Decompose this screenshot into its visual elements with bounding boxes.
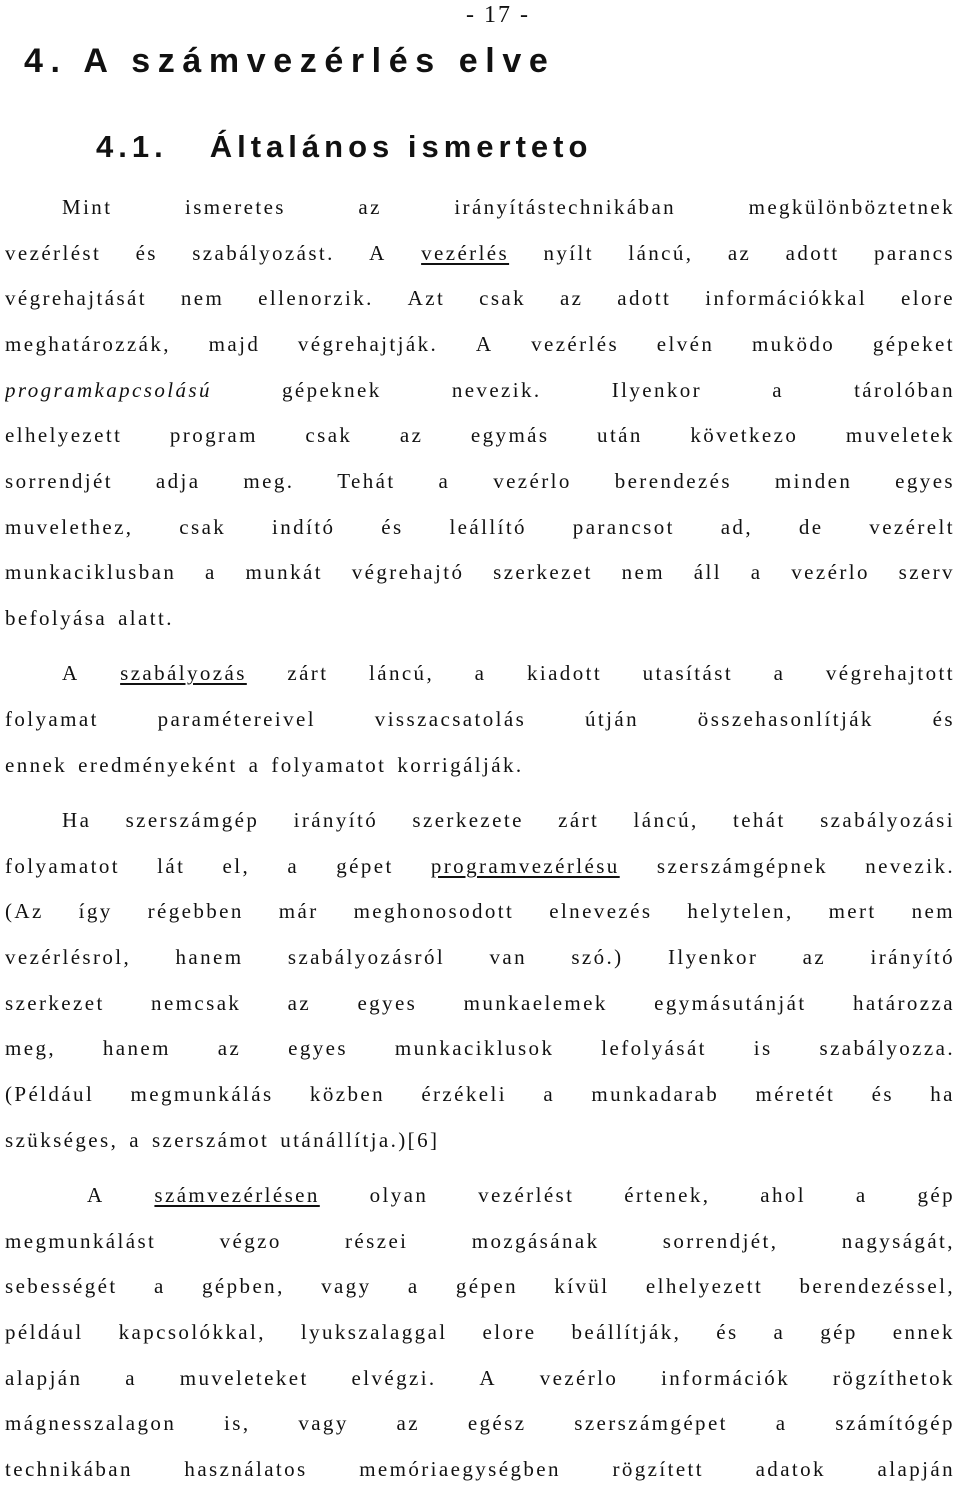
word: láncú,	[628, 241, 694, 265]
text-line	[62, 805, 955, 835]
word: az	[727, 241, 752, 265]
section-title: Általános ismerteto	[209, 129, 593, 164]
word: egész	[467, 1411, 527, 1435]
text-line	[5, 283, 955, 313]
word: elvégzi.	[351, 1366, 437, 1390]
text-line	[5, 1125, 955, 1155]
word: de	[798, 515, 824, 539]
word: befolyása	[5, 606, 108, 630]
word: szerszámgépet	[574, 1411, 728, 1435]
word: tehát	[732, 808, 786, 832]
word: végrehajtott	[825, 661, 955, 685]
word: szerkezet	[5, 991, 105, 1015]
word: következo	[690, 423, 799, 447]
word: vezérlo	[791, 560, 870, 584]
word: Azt	[407, 286, 446, 310]
word: a	[474, 661, 487, 685]
word: a	[543, 1082, 556, 1106]
word: szabályozás	[120, 661, 247, 685]
word: meg.	[243, 469, 295, 493]
word: szükséges,	[5, 1128, 119, 1152]
word: ahol	[760, 1183, 807, 1207]
word: visszacsatolás	[374, 707, 527, 731]
word: egyes	[288, 1036, 348, 1060]
word: szerkezete	[412, 808, 524, 832]
word: programkapcsolású	[5, 378, 212, 402]
word: a	[855, 1183, 868, 1207]
word: A	[62, 661, 80, 685]
text-line	[87, 1180, 955, 1210]
word: így	[78, 899, 113, 923]
word: elore	[482, 1320, 537, 1344]
word: kiadott	[526, 661, 603, 685]
word: adatok	[755, 1457, 826, 1481]
text-line	[5, 1271, 955, 1301]
word: és	[135, 241, 158, 265]
word: vezérlo	[539, 1366, 619, 1390]
page-number: - 17 -	[466, 2, 530, 28]
word: a	[129, 1128, 141, 1152]
word: hanem	[175, 945, 244, 969]
text-line	[5, 557, 955, 587]
word: végrehajtó	[351, 560, 465, 584]
word: (Az	[5, 899, 44, 923]
text-line	[5, 988, 955, 1018]
word: nevezik.	[451, 378, 542, 402]
word: zárt	[558, 808, 600, 832]
word: vezérelt	[869, 515, 955, 539]
word: adott	[785, 241, 840, 265]
word: egymásutánját	[654, 991, 807, 1015]
word: szerszámgépnek	[656, 854, 829, 878]
word: végrehajtják.	[297, 332, 439, 356]
word: szó.)	[571, 945, 624, 969]
word: nem	[180, 286, 225, 310]
text-line	[5, 1454, 955, 1484]
word: lyukszalaggal	[300, 1320, 448, 1344]
word: vezérlést	[478, 1183, 575, 1207]
word: A	[479, 1366, 497, 1390]
text-line	[62, 658, 955, 688]
section-number: 4.1.	[96, 129, 168, 164]
word: egyes	[895, 469, 955, 493]
word: Mint	[62, 195, 113, 219]
word: munkadarab	[591, 1082, 720, 1106]
word: hanem	[102, 1036, 171, 1060]
word: például	[5, 1320, 84, 1344]
word: részei	[345, 1229, 409, 1253]
word: gépet	[336, 854, 394, 878]
word: megkülönböztetnek	[748, 195, 955, 219]
word: kapcsolókkal,	[118, 1320, 266, 1344]
word: indító	[272, 515, 336, 539]
text-line	[5, 1363, 955, 1393]
word: szabályozásról	[287, 945, 446, 969]
text-line	[5, 704, 955, 734]
word: vezérlést	[5, 241, 102, 265]
word: munkaelemek	[463, 991, 608, 1015]
word: információk	[661, 1366, 791, 1390]
text-line	[5, 603, 955, 633]
chapter-heading: 4. A számvezérlés elve	[24, 42, 556, 80]
word: rögzíthetok	[832, 1366, 955, 1390]
text-line	[5, 1079, 955, 1109]
text-line	[62, 192, 955, 222]
word: ismeretes	[184, 195, 286, 219]
word: méretét	[755, 1082, 836, 1106]
word: érzékeli	[421, 1082, 507, 1106]
text-line	[5, 1033, 955, 1063]
word: beállítják,	[571, 1320, 682, 1344]
word: irányítástechnikában	[454, 195, 677, 219]
word: régebben	[147, 899, 244, 923]
word: leállító	[449, 515, 527, 539]
word: elore	[901, 286, 955, 310]
word: meghatározzák,	[5, 332, 171, 356]
text-line	[5, 420, 955, 450]
word: alapján	[5, 1366, 83, 1390]
word: programvezérlésu	[430, 854, 620, 878]
word: és	[932, 707, 955, 731]
word: az	[399, 423, 424, 447]
text-line	[5, 1408, 955, 1438]
word: elvén	[656, 332, 715, 356]
word: mágnesszalagon	[5, 1411, 177, 1435]
word: végzo	[219, 1229, 282, 1253]
word: a	[125, 1366, 137, 1390]
section-heading	[96, 129, 592, 165]
word: a	[772, 378, 784, 402]
word: berendezés	[614, 469, 732, 493]
word: el,	[222, 854, 251, 878]
word: a	[773, 661, 786, 685]
word: megmunkálást	[5, 1229, 157, 1253]
word: ennek	[892, 1320, 955, 1344]
word: az	[287, 991, 312, 1015]
word: lát	[157, 854, 186, 878]
word: rögzített	[612, 1457, 705, 1481]
word: muködo	[751, 332, 836, 356]
word: parancsot	[572, 515, 675, 539]
word: gépeket	[872, 332, 955, 356]
word: a	[205, 560, 217, 584]
word: nem	[621, 560, 665, 584]
word: számvezérlésen	[154, 1183, 320, 1207]
word: lefolyását	[601, 1036, 707, 1060]
word: és	[871, 1082, 894, 1106]
text-line	[5, 851, 955, 881]
word: az	[802, 945, 827, 969]
word: vezérlo	[493, 469, 572, 493]
word: az	[217, 1036, 242, 1060]
word: szerszámgép	[125, 808, 260, 832]
text-line	[5, 329, 955, 359]
text-line	[5, 512, 955, 542]
word: paramétereivel	[157, 707, 316, 731]
word: sebességét	[5, 1274, 118, 1298]
word: már	[278, 899, 319, 923]
text-line	[5, 466, 955, 496]
word: a	[287, 854, 300, 878]
word: szabályozási	[820, 808, 955, 832]
word: nemcsak	[151, 991, 242, 1015]
word: adja	[155, 469, 201, 493]
word: olyan	[369, 1183, 429, 1207]
word: az	[396, 1411, 420, 1435]
word: információkkal	[705, 286, 868, 310]
word: szerkezet	[493, 560, 593, 584]
word: nevezik.	[865, 854, 955, 878]
word: (Például	[5, 1082, 95, 1106]
text-line	[5, 1317, 955, 1347]
word: gép	[820, 1320, 858, 1344]
word: utánállítja.)[6]	[280, 1128, 440, 1152]
word: a	[773, 1320, 786, 1344]
word: áll	[693, 560, 722, 584]
word: minden	[774, 469, 853, 493]
word: parancs	[874, 241, 955, 265]
word: elhelyezett	[5, 423, 123, 447]
word: gépben,	[202, 1274, 285, 1298]
word: korrigálják.	[397, 753, 524, 777]
word: nyílt	[543, 241, 594, 265]
word: a	[750, 560, 763, 584]
word: van	[489, 945, 527, 969]
word: is	[753, 1036, 773, 1060]
word: helytelen,	[687, 899, 794, 923]
word: irányító	[293, 808, 379, 832]
word: után	[597, 423, 643, 447]
word: zárt	[287, 661, 329, 685]
word: ellenorzik.	[258, 286, 374, 310]
word: ad,	[720, 515, 753, 539]
word: útján	[585, 707, 639, 731]
word: gépeknek	[282, 378, 382, 402]
word: láncú,	[633, 808, 699, 832]
word: gép	[917, 1183, 955, 1207]
word: muvelethez,	[5, 515, 134, 539]
word: ha	[930, 1082, 955, 1106]
word: a	[438, 469, 451, 493]
word: elnevezés	[549, 899, 653, 923]
word: értenek,	[624, 1183, 711, 1207]
word: végrehajtását	[5, 286, 147, 310]
word: folyamat	[5, 707, 99, 731]
word: vezérlés	[531, 332, 620, 356]
word: elhelyezett	[645, 1274, 764, 1298]
word: egymás	[470, 423, 550, 447]
word: program	[169, 423, 258, 447]
word: nagyságát,	[841, 1229, 955, 1253]
word: az	[358, 195, 382, 219]
word: az	[559, 286, 584, 310]
word: adott	[617, 286, 672, 310]
word: vagy	[321, 1274, 372, 1298]
text-line	[5, 942, 955, 972]
text-line	[5, 1226, 955, 1256]
word: munkaciklusban	[5, 560, 177, 584]
word: meg,	[5, 1036, 57, 1060]
word: A	[475, 332, 494, 356]
word: sorrendjét	[5, 469, 113, 493]
text-line	[5, 238, 955, 268]
word: vezérlés	[421, 241, 510, 265]
word: szabályozza.	[819, 1036, 955, 1060]
word: folyamatot	[271, 753, 387, 777]
word: mozgásának	[471, 1229, 600, 1253]
word: eredményeként	[78, 753, 238, 777]
word: csak	[479, 286, 527, 310]
word: memóriaegységben	[359, 1457, 561, 1481]
word: vezérlésrol,	[5, 945, 132, 969]
word: majd	[208, 332, 261, 356]
word: a	[407, 1274, 420, 1298]
word: is,	[224, 1411, 251, 1435]
word: technikában	[5, 1457, 133, 1481]
word: munkaciklusok	[394, 1036, 555, 1060]
word: gépen	[455, 1274, 519, 1298]
text-line	[5, 375, 955, 405]
word: Ha	[62, 808, 92, 832]
word: és	[716, 1320, 739, 1344]
word: és	[381, 515, 404, 539]
word: utasítást	[642, 661, 734, 685]
word: A	[369, 241, 387, 265]
text-line	[5, 750, 955, 780]
word: láncú,	[368, 661, 435, 685]
word: folyamatot	[5, 854, 120, 878]
word: ennek	[5, 753, 68, 777]
text-line	[5, 896, 955, 926]
word: megmunkálás	[130, 1082, 274, 1106]
word: meghonosodott	[353, 899, 515, 923]
word: irányító	[870, 945, 955, 969]
word: Ilyenkor	[611, 378, 703, 402]
word: szabályozást.	[192, 241, 335, 265]
word: a	[248, 753, 261, 777]
word: Tehát	[337, 469, 396, 493]
word: berendezéssel,	[799, 1274, 955, 1298]
word: szerszámot	[151, 1128, 270, 1152]
word: összehasonlítják	[697, 707, 874, 731]
word: a	[153, 1274, 166, 1298]
word: muveleteket	[179, 1366, 309, 1390]
word: számítógép	[835, 1411, 955, 1435]
word: csak	[179, 515, 227, 539]
word: vagy	[298, 1411, 349, 1435]
word: közben	[309, 1082, 385, 1106]
word: muveletek	[845, 423, 955, 447]
word: Ilyenkor	[667, 945, 759, 969]
word: alapján	[877, 1457, 955, 1481]
word: egyes	[357, 991, 418, 1015]
word: határozza	[852, 991, 955, 1015]
word: a	[775, 1411, 788, 1435]
word: kívül	[554, 1274, 610, 1298]
word: használatos	[184, 1457, 308, 1481]
word: mert	[828, 899, 877, 923]
word: csak	[305, 423, 353, 447]
word: alatt.	[118, 606, 174, 630]
word: A	[87, 1183, 105, 1207]
word: szerv	[898, 560, 955, 584]
word: nem	[911, 899, 955, 923]
word: sorrendjét,	[662, 1229, 779, 1253]
word: tárolóban	[854, 378, 955, 402]
word: munkát	[245, 560, 323, 584]
